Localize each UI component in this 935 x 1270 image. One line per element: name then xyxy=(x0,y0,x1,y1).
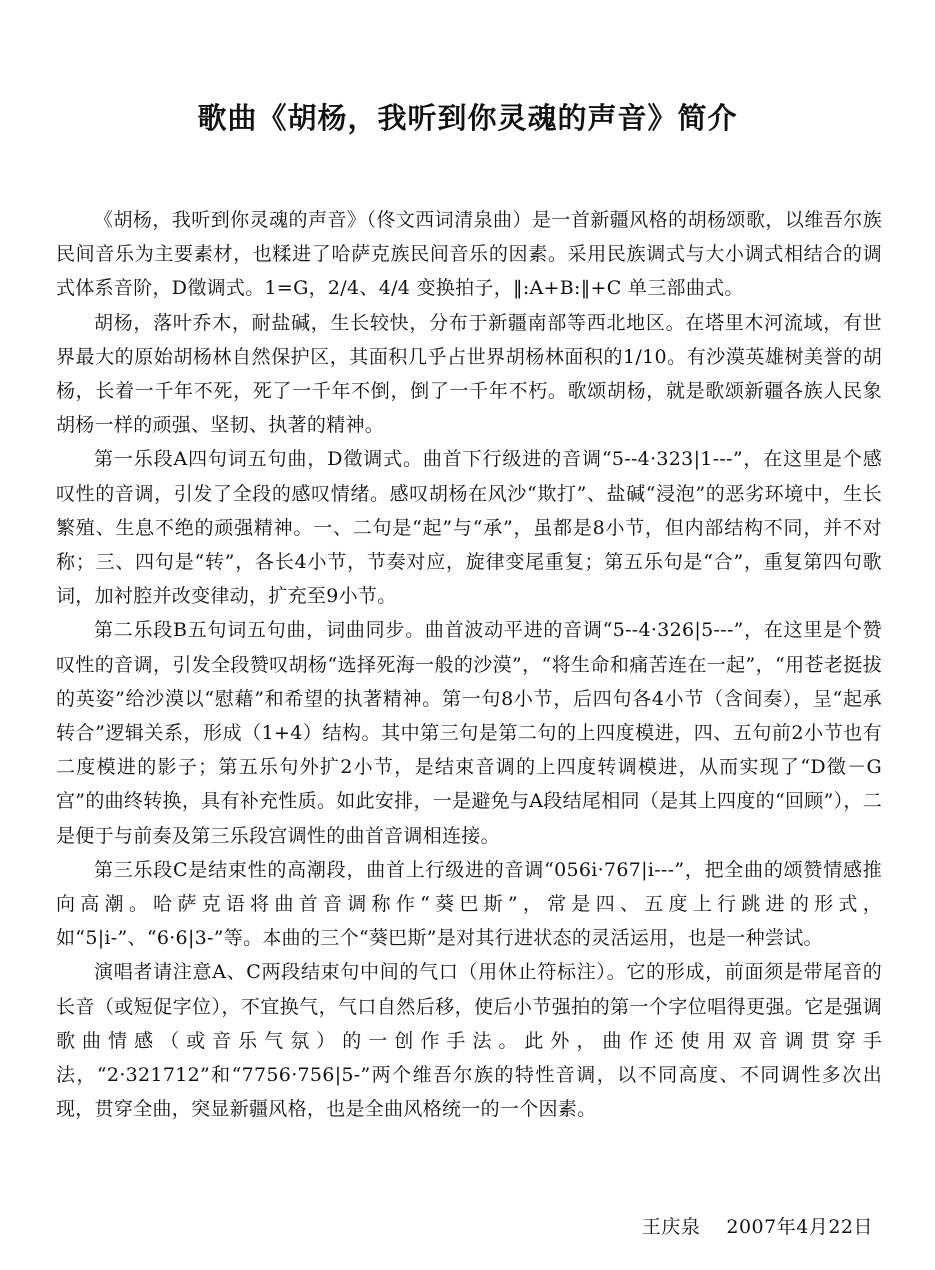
author-name: 王庆泉 xyxy=(641,1216,701,1238)
paragraph-huyang: 胡杨，落叶乔木，耐盐碱，生长较快，分布于新疆南部等西北地区。在塔里木河流域，有世界最大的原始胡杨林自然保护区，其面积几乎占世界胡杨林面积的1/10。有沙漠英雄树美誉的胡杨，长着一千年不死，死了一千年不倒，倒了一千年不朽。歌颂胡杨，就是歌颂新疆各族人民象胡杨一样的顽强、坚韧、执著的精神。 xyxy=(56,311,882,437)
document-title: 歌曲《胡杨，我听到你灵魂的声音》简介 xyxy=(197,101,738,135)
paragraph-section-a: 第一乐段A四句词五句曲，D徵调式。曲首下行级进的音调“5--4·323|1---”，在这里是个感叹性的音调，引发了全段的感叹情绪。感叹胡杨在风沙“欺打”、盐碱“浸泡”的恶劣环境中，生长繁殖、生息不绝的顽强精神。一、二句是“起”与“承”，虽都是8小节，但内部结构不同，并不对称；三、四句是“转”，各长4小节，节奏对应，旋律变尾重复；第五乐句是“合”，重复第四句歌词，加衬腔并改变律动，扩充至9小节。 xyxy=(56,448,882,608)
paragraph-section-b: 第二乐段B五句词五句曲，词曲同步。曲首波动平进的音调“5--4·326|5---”，在这里是个赞叹性的音调，引发全段赞叹胡杨“选择死海一般的沙漠”，“将生命和痛苦连在一起”，“用苍老挺拔的英姿”给沙漠以“慰藉”和希望的执著精神。第一句8小节，后四句各4小节（含间奏），呈“起承转合”逻辑关系，形成（1+4）结构。其中第三句是第二句的上四度模进，四、五句前2小节也有二度模进的影子；第五乐句外扩2小节，是结束音调的上四度转调模进，从而实现了“D徵－G宫”的曲终转换，具有补充性质。如此安排，一是避免与A段结尾相同（是其上四度的“回顾”），二是便于与前奏及第三乐段宫调性的曲首音调相连接。 xyxy=(56,619,882,847)
signature-date: 2007年4月22日 xyxy=(726,1216,873,1238)
document-body xyxy=(56,203,882,1126)
paragraph-section-c: 第三乐段C是结束性的高潮段，曲首上行级进的音调“056i·767|i---”，把全曲的颂赞情感推向高潮。哈萨克语将曲首音调称作“葵巴斯”，常是四、五度上行跳进的形式，如“5|i-”、“6·6|3-”等。本曲的三个“葵巴斯”是对其行进状态的灵活运用，也是一种尝试。 xyxy=(56,858,883,950)
paragraph-performance-notes: 演唱者请注意A、C两段结束句中间的气口（用休止符标注）。它的形成，前面须是带尾音的长音（或短促字位），不宜换气，气口自然后移，使后小节强拍的第一个字位唱得更强。它是强调歌曲情感（或音乐气氛）的一创作手法。此外，曲作还使用双音调贯穿手法，“2·321712”和“7756·756|5-”两个维吾尔族的特性音调，以不同高度、不同调性多次出现，贯穿全曲，突显新疆风格，也是全曲风格统一的一个因素。 xyxy=(56,961,882,1121)
signature xyxy=(642,1212,873,1239)
paragraph-intro: 《胡杨，我听到你灵魂的声音》（佟文西词清泉曲）是一首新疆风格的胡杨颂歌，以维吾尔族民间音乐为主要素材，也糅进了哈萨克族民间音乐的因素。采用民族调式与大小调式相结合的调式体系音阶，D徵调式。1=G，2/4、4/4 变换拍子，‖:A+B:‖+C 单三部曲式。 xyxy=(56,209,882,300)
